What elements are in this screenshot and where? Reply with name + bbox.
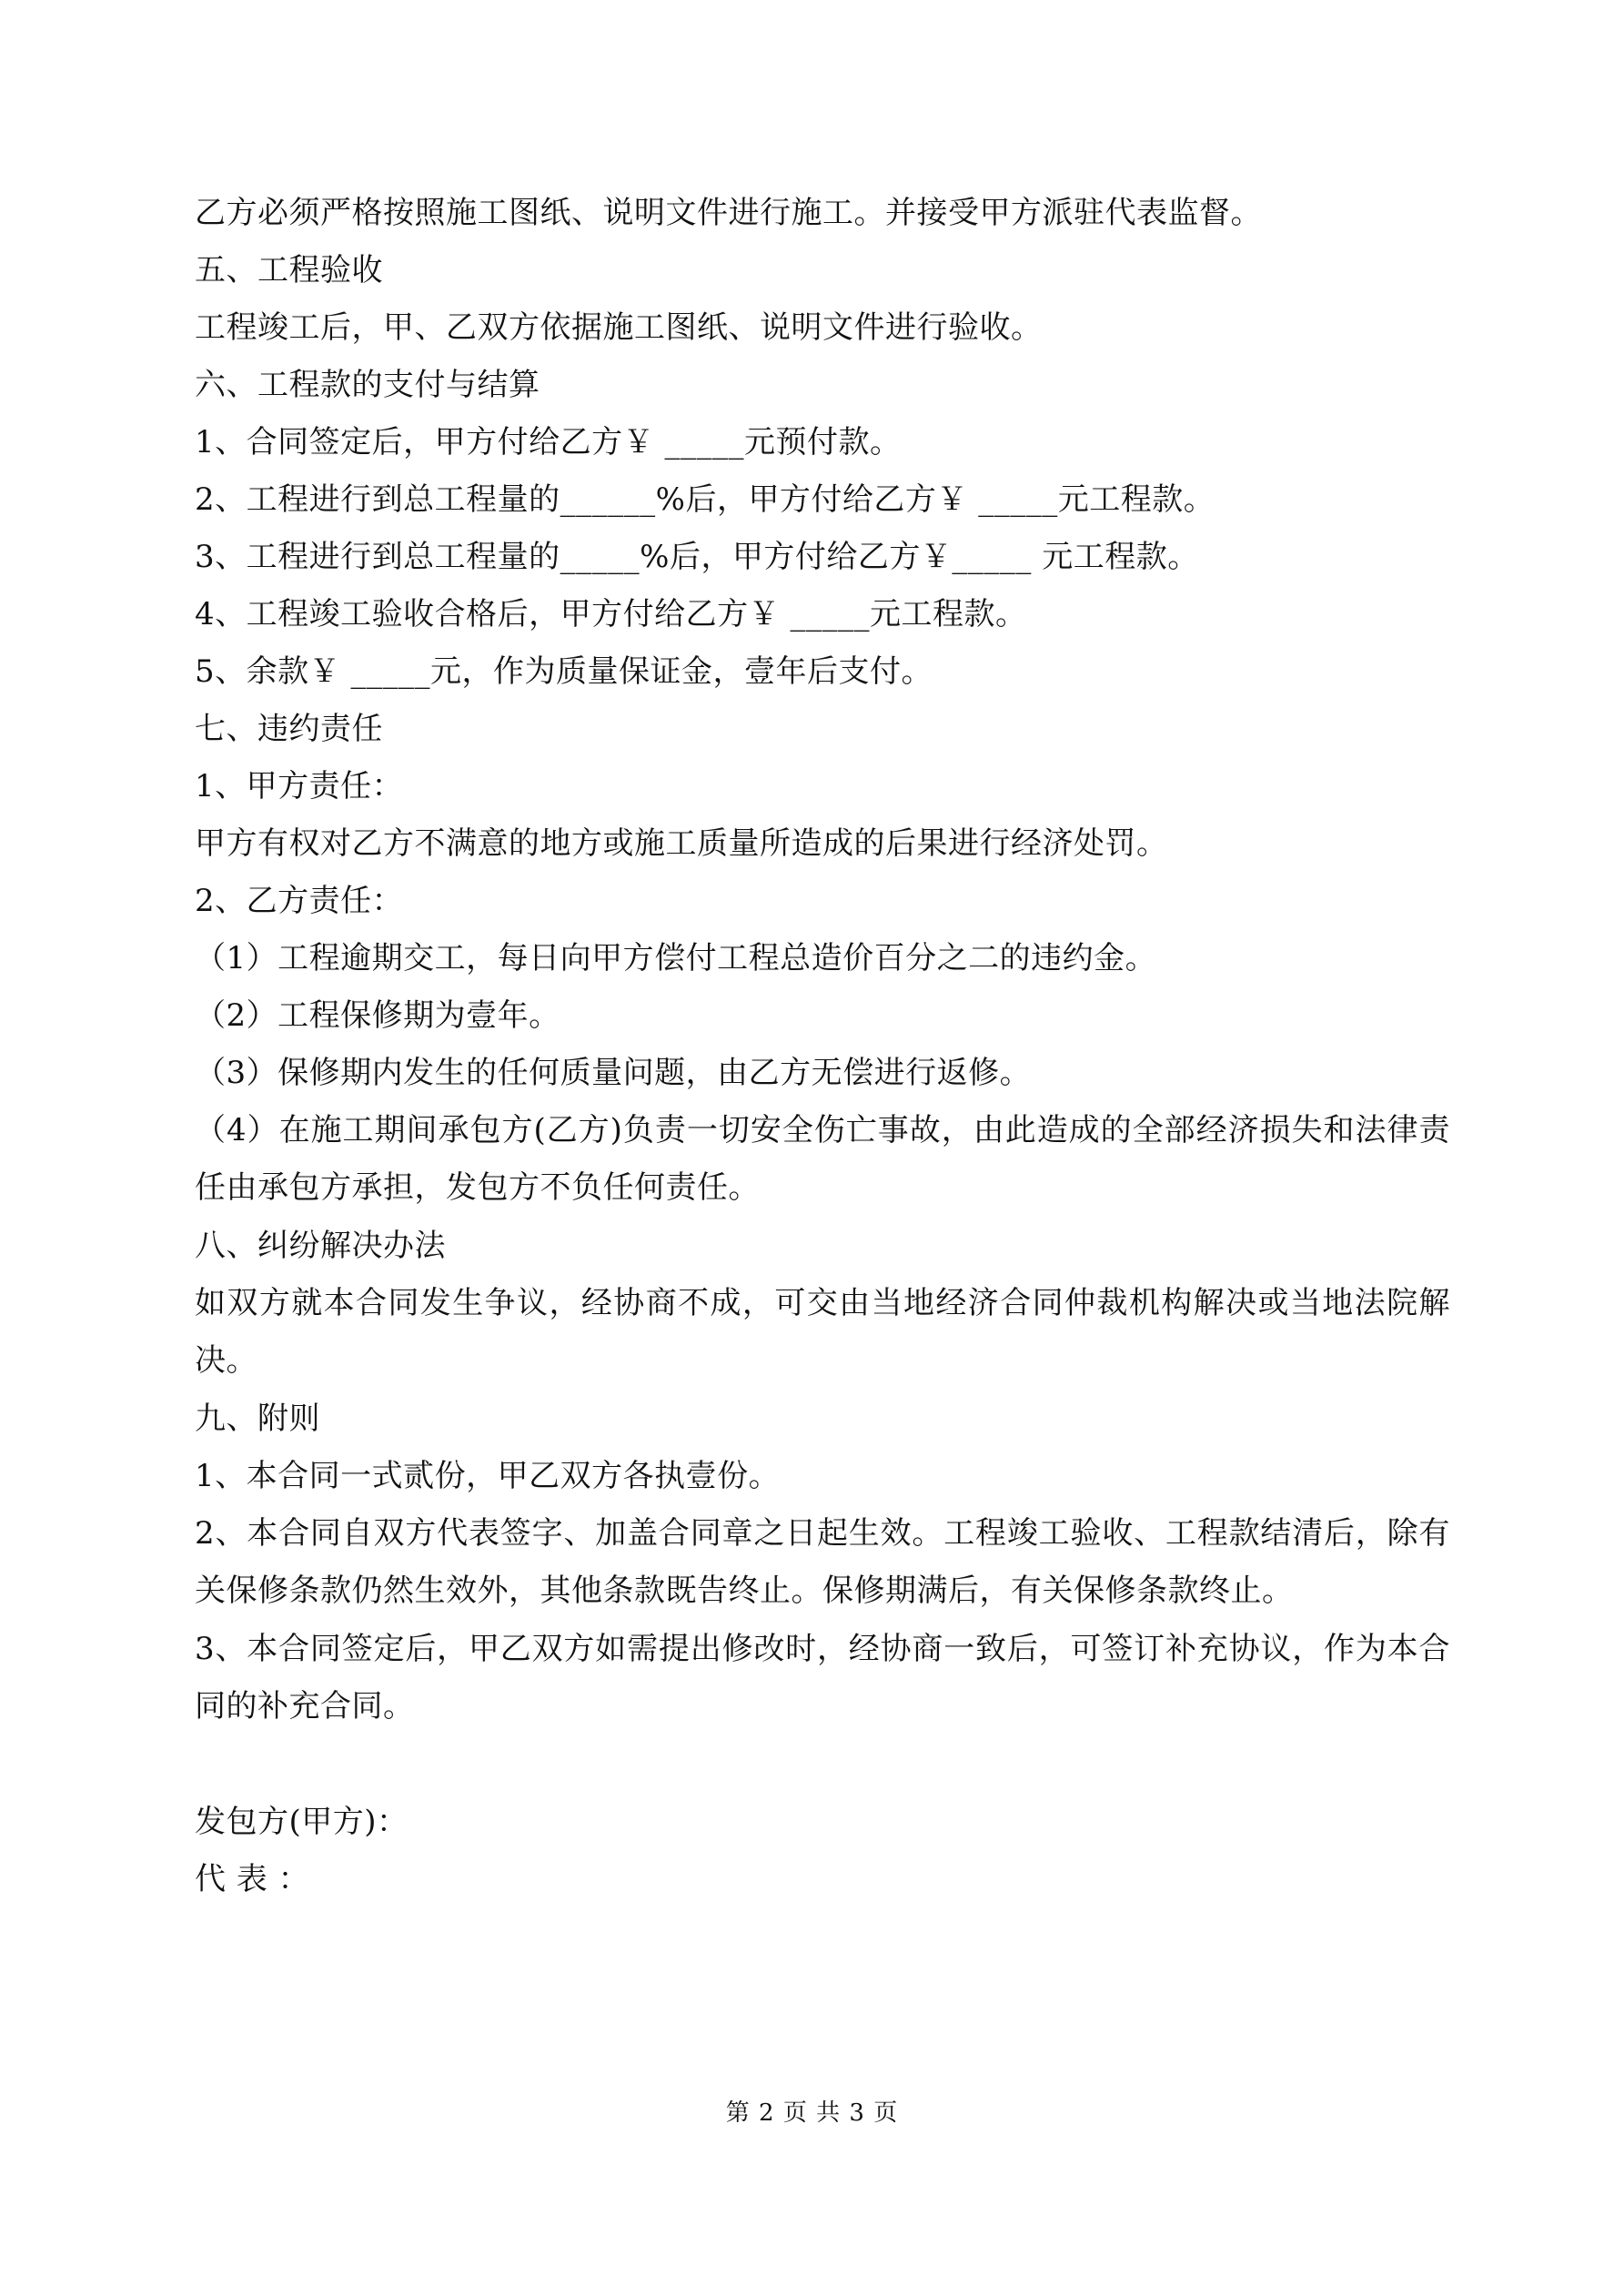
payment-item-3: 3、工程进行到总工程量的_____%后，甲方付给乙方￥_____ 元工程款。	[195, 539, 1199, 575]
page-number-footer: 第 2 页 共 3 页	[725, 2099, 899, 2127]
appendix-item-2: 2、本合同自双方代表签字、加盖合同章之日起生效。工程竣工验收、工程款结清后，除有关保修条款仍然生效外，其他条款既告终止。保修期满后，有关保修条款终止。	[195, 1515, 1450, 1609]
section-heading-payment: 六、工程款的支付与结算	[195, 367, 540, 403]
liability-party-b-heading: 2、乙方责任：	[195, 883, 404, 919]
payment-item-4: 4、工程竣工验收合格后，甲方付给乙方￥ _____元工程款。	[195, 596, 1027, 632]
document-body	[195, 193, 1450, 1917]
liability-party-a-heading: 1、甲方责任：	[195, 768, 404, 804]
section-heading-acceptance: 五、工程验收	[195, 252, 383, 288]
liability-party-b-item-1: （1）工程逾期交工，每日向甲方偿付工程总造价百分之二的违约金。	[195, 940, 1157, 976]
signature-party-a: 发包方(甲方)：	[195, 1804, 409, 1840]
liability-party-b-item-4: （4）在施工期间承包方(乙方)负责一切安全伤亡事故，由此造成的全部经济损失和法律责任由承包方承担，发包方不负任何责任。	[195, 1112, 1450, 1206]
payment-item-5: 5、余款￥ _____元，作为质量保证金，壹年后支付。	[195, 653, 933, 690]
liability-party-a-text: 甲方有权对乙方不满意的地方或施工质量所造成的后果进行经济处罚。	[195, 825, 1168, 862]
section-heading-dispute: 八、纠纷解决办法	[195, 1228, 446, 1264]
section-heading-appendix: 九、附则	[195, 1401, 320, 1437]
appendix-item-3: 3、本合同签定后，甲乙双方如需提出修改时，经协商一致后，可签订补充协议，作为本合同的补充合同。	[195, 1631, 1450, 1725]
section-heading-liability: 七、违约责任	[195, 711, 383, 747]
signature-representative: 代 表 ：	[195, 1861, 310, 1897]
liability-party-b-item-2: （2）工程保修期为壹年。	[195, 997, 560, 1034]
paragraph-construction-requirement: 乙方必须严格按照施工图纸、说明文件进行施工。并接受甲方派驻代表监督。	[195, 195, 1262, 231]
liability-party-b-item-3: （3）保修期内发生的任何质量问题，由乙方无偿进行返修。	[195, 1055, 1032, 1091]
payment-item-1: 1、合同签定后，甲方付给乙方￥ _____元预付款。	[195, 424, 902, 460]
payment-item-2: 2、工程进行到总工程量的______%后，甲方付给乙方￥ _____元工程款。	[195, 481, 1215, 518]
paragraph-dispute: 如双方就本合同发生争议，经协商不成，可交由当地经济合同仲裁机构解决或当地法院解决。	[195, 1285, 1450, 1379]
appendix-item-1: 1、本合同一式贰份，甲乙双方各执壹份。	[195, 1458, 781, 1494]
signature-spacer	[195, 1745, 1450, 1802]
paragraph-acceptance: 工程竣工后，甲、乙双方依据施工图纸、说明文件进行验收。	[195, 309, 1043, 346]
